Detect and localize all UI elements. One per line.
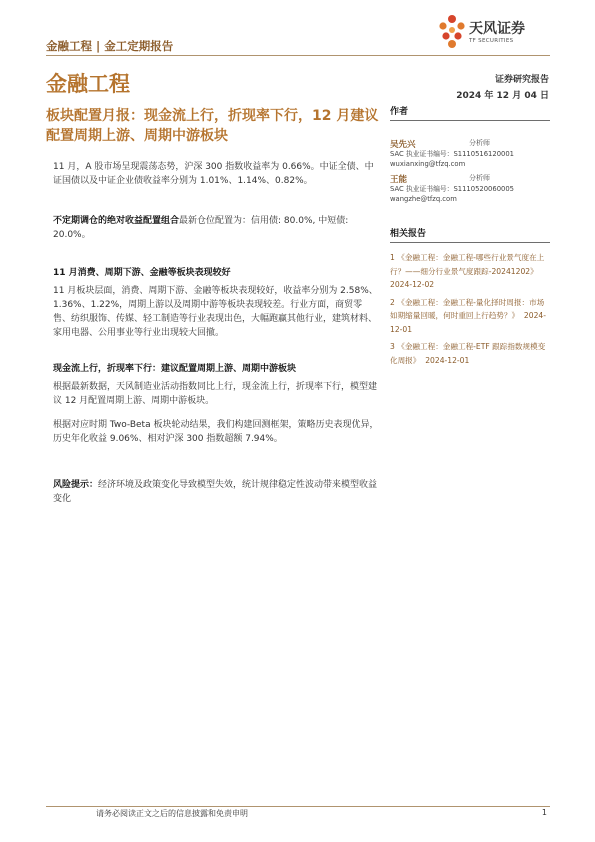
- authors-section: [390, 104, 550, 204]
- section-paragraph-allocation-advice: 根据最新数据，天风制造业活动指数同比上行，现金流上行，折现率下行，模型建议 12 月配置周期上游、周期中游板块。: [53, 382, 378, 406]
- author-card: [390, 138, 550, 169]
- intro-paragraph: 11 月，A 股市场呈现震荡态势，沪深 300 指数收益率为 0.66%。中证全债、中证国债以及中证企业债收益率分别为 1.01%、1.14%、0.82%。: [53, 162, 374, 186]
- risk-warning-lead: 风险提示：: [53, 480, 99, 490]
- risk-warning-text: 经济环境及政策变化导致模型失效，统计规律稳定性波动带来模型收益变化: [53, 480, 378, 504]
- author-name: 王能: [390, 175, 408, 185]
- related-report-date: 2024-12-01: [390, 311, 546, 334]
- allocation-text: 最新仓位配置为：信用债: 80.0%, 中短债: 20.0%。: [53, 216, 349, 240]
- author-role: 分析师: [469, 139, 490, 147]
- footer-disclaimer: 请务必阅读正文之后的信息披露和免责申明: [96, 809, 248, 818]
- header-divider: [46, 55, 550, 56]
- allocation-lead: 不定期调仓的绝对收益配置组合: [53, 216, 180, 226]
- logo-name-cn: 天风证券: [469, 21, 525, 37]
- related-report-title[interactable]: 1 《金融工程：金融工程-哪些行业景气度在上行？——细分行业景气度跟踪-20241202》: [390, 253, 545, 276]
- related-report-link[interactable]: [390, 251, 550, 292]
- report-category-breadcrumb: 金融工程 | 金工定期报告: [46, 39, 174, 53]
- footer-divider: [46, 806, 550, 807]
- related-report-title[interactable]: 3 《金融工程：金融工程-ETF 跟踪指数规模变化周报》: [390, 342, 546, 365]
- risk-warning: [53, 478, 380, 506]
- author-email: wangzhe@tfzq.com: [390, 194, 457, 203]
- logo-name-en: TF SECURITIES: [469, 38, 514, 44]
- author-license: SAC 执业证书编号：S1110516120001: [390, 150, 514, 158]
- report-date: 2024 年 12 月 04 日: [456, 91, 549, 101]
- author-email: wuxianxing@tfzq.com: [390, 159, 466, 168]
- related-reports-heading: 相关报告: [390, 226, 550, 243]
- page-number: 1: [541, 808, 547, 817]
- related-report-title[interactable]: 2 《金融工程：金融工程-量化择时周报：市场如期缩量回暖，何时重回上行趋势？》: [390, 297, 545, 320]
- page-title: 金融工程: [46, 72, 130, 96]
- author-card: [390, 173, 550, 204]
- author-license: SAC 执业证书编号：S1110520060005: [390, 185, 514, 193]
- related-report-link[interactable]: [390, 296, 550, 337]
- related-reports-section: [390, 226, 550, 367]
- section-heading-monthly-performance: 11 月消费、周期下游、金融等板块表现较好: [53, 268, 231, 278]
- author-name: 吴先兴: [390, 140, 416, 150]
- allocation-paragraph: [53, 214, 380, 242]
- section-heading-allocation-advice: 现金流上行，折现率下行：建议配置周期上游、周期中游板块: [53, 364, 297, 374]
- logo-flower-icon: [438, 14, 466, 50]
- author-role: 分析师: [469, 174, 490, 182]
- company-logo: [438, 14, 550, 54]
- section-paragraph-backtest: 根据对应时期 Two-Beta 板块轮动结果，我们构建回测框架，策略历史表现优异，历史年化收益 9.06%、相对沪深 300 指数超额 7.94%。: [53, 420, 379, 444]
- authors-heading: 作者: [390, 104, 550, 121]
- related-report-date: 2024-12-02: [390, 280, 435, 289]
- report-type-label: 证券研究报告: [494, 75, 549, 85]
- related-report-date: 2024-12-01: [425, 355, 470, 365]
- related-report-link[interactable]: [390, 340, 550, 367]
- report-headline: 板块配置月报：现金流上行，折现率下行，12 月建议配置周期上游、周期中游板块: [46, 108, 379, 144]
- section-paragraph-monthly-performance: 11 月板块层面，消费、周期下游、金融等板块表现较好，收益率分别为 2.58%、1.36%、1.22%，周期上游以及周期中游等板块表现较差。行业方面，商贸零售、纺织服饰、传媒、轻工制造等行业表现出色，大幅跑赢其他行业，建筑材料、家用电器、公用事业等行业出现较大回撤。: [53, 286, 378, 338]
